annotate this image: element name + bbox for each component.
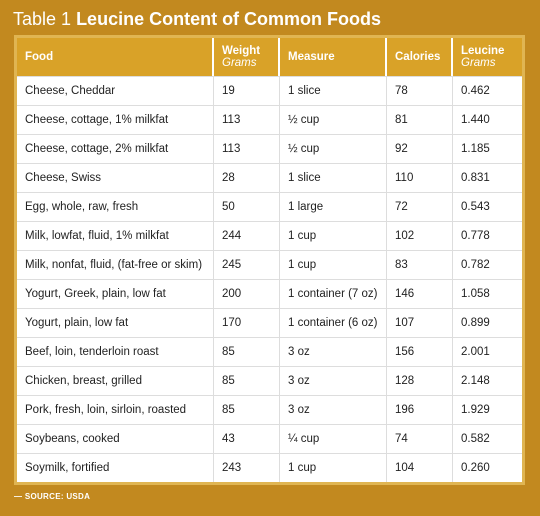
table-cell: Milk, lowfat, fluid, 1% milkfat bbox=[17, 221, 214, 250]
column-header-label: Leucine bbox=[461, 45, 505, 57]
table-cell: 0.899 bbox=[453, 308, 522, 337]
table-row bbox=[17, 192, 522, 221]
table-cell: 243 bbox=[214, 453, 280, 482]
table-cell: 19 bbox=[214, 76, 280, 105]
table-cell: ½ cup bbox=[280, 134, 387, 163]
leucine-table bbox=[14, 35, 525, 485]
table-cell: 110 bbox=[387, 163, 453, 192]
table-cell: 92 bbox=[387, 134, 453, 163]
table-cell: 0.462 bbox=[453, 76, 522, 105]
table-cell: 81 bbox=[387, 105, 453, 134]
table-cell: 1 container (7 oz) bbox=[280, 279, 387, 308]
table-row bbox=[17, 424, 522, 453]
table-header-row bbox=[17, 38, 522, 76]
table-cell: 244 bbox=[214, 221, 280, 250]
table-cell: 170 bbox=[214, 308, 280, 337]
table-cell: 0.831 bbox=[453, 163, 522, 192]
table-cell: Soymilk, fortified bbox=[17, 453, 214, 482]
table-row bbox=[17, 279, 522, 308]
column-header-label: Weight bbox=[222, 45, 261, 57]
table-cell: 0.260 bbox=[453, 453, 522, 482]
table-row bbox=[17, 163, 522, 192]
table-cell: Soybeans, cooked bbox=[17, 424, 214, 453]
table-cell: Yogurt, Greek, plain, low fat bbox=[17, 279, 214, 308]
table-cell: 85 bbox=[214, 366, 280, 395]
table-cell: 113 bbox=[214, 105, 280, 134]
table-cell: Cheese, Cheddar bbox=[17, 76, 214, 105]
column-header-label: Food bbox=[25, 51, 54, 63]
table-cell: Egg, whole, raw, fresh bbox=[17, 192, 214, 221]
table-row bbox=[17, 395, 522, 424]
table-cell: Cheese, cottage, 2% milkfat bbox=[17, 134, 214, 163]
table-cell: 3 oz bbox=[280, 366, 387, 395]
column-header-food bbox=[17, 38, 214, 76]
table-row bbox=[17, 76, 522, 105]
table-cell: 200 bbox=[214, 279, 280, 308]
table-cell: 85 bbox=[214, 395, 280, 424]
column-header-calories bbox=[387, 38, 453, 76]
column-header-leucine bbox=[453, 38, 522, 76]
table-number: Table 1 bbox=[13, 9, 72, 29]
table-cell: Cheese, Swiss bbox=[17, 163, 214, 192]
table-cell: 196 bbox=[387, 395, 453, 424]
table-cell: Pork, fresh, loin, sirloin, roasted bbox=[17, 395, 214, 424]
table-cell: 2.148 bbox=[453, 366, 522, 395]
column-header-unit: Grams bbox=[461, 57, 496, 69]
table-cell: Chicken, breast, grilled bbox=[17, 366, 214, 395]
table-cell: 1 large bbox=[280, 192, 387, 221]
table-cell: ¼ cup bbox=[280, 424, 387, 453]
table-row bbox=[17, 308, 522, 337]
table-title bbox=[13, 9, 381, 30]
table-cell: 50 bbox=[214, 192, 280, 221]
table-cell: Cheese, cottage, 1% milkfat bbox=[17, 105, 214, 134]
table-body bbox=[17, 76, 522, 482]
table-cell: 128 bbox=[387, 366, 453, 395]
table-row bbox=[17, 250, 522, 279]
table-cell: 43 bbox=[214, 424, 280, 453]
table-cell: 0.543 bbox=[453, 192, 522, 221]
table-cell: ½ cup bbox=[280, 105, 387, 134]
table-cell: 0.778 bbox=[453, 221, 522, 250]
table-cell: 72 bbox=[387, 192, 453, 221]
column-header-unit: Grams bbox=[222, 57, 257, 69]
table-cell: 107 bbox=[387, 308, 453, 337]
table-cell: 1 slice bbox=[280, 76, 387, 105]
table-row bbox=[17, 337, 522, 366]
table-row bbox=[17, 453, 522, 482]
table-cell: 2.001 bbox=[453, 337, 522, 366]
column-header-measure bbox=[280, 38, 387, 76]
column-header-label: Calories bbox=[395, 51, 441, 63]
table-cell: 104 bbox=[387, 453, 453, 482]
column-header-weight bbox=[214, 38, 280, 76]
table-cell: 1 container (6 oz) bbox=[280, 308, 387, 337]
table-cell: 3 oz bbox=[280, 337, 387, 366]
table-cell: 1 cup bbox=[280, 453, 387, 482]
table-row bbox=[17, 105, 522, 134]
table-row bbox=[17, 134, 522, 163]
table-cell: 245 bbox=[214, 250, 280, 279]
table-cell: 102 bbox=[387, 221, 453, 250]
table-cell: 1.058 bbox=[453, 279, 522, 308]
table-cell: 1.929 bbox=[453, 395, 522, 424]
table-cell: 1.440 bbox=[453, 105, 522, 134]
table-name: Leucine Content of Common Foods bbox=[76, 9, 382, 29]
table-cell: Yogurt, plain, low fat bbox=[17, 308, 214, 337]
table-cell: 156 bbox=[387, 337, 453, 366]
table-cell: 146 bbox=[387, 279, 453, 308]
table-cell: 78 bbox=[387, 76, 453, 105]
table-cell: 74 bbox=[387, 424, 453, 453]
table-cell: 28 bbox=[214, 163, 280, 192]
table-cell: Beef, loin, tenderloin roast bbox=[17, 337, 214, 366]
table-row bbox=[17, 366, 522, 395]
table-cell: 1.185 bbox=[453, 134, 522, 163]
source-note: — SOURCE: USDA bbox=[14, 492, 91, 501]
column-header-label: Measure bbox=[288, 51, 335, 63]
table-cell: 83 bbox=[387, 250, 453, 279]
table-cell: 1 cup bbox=[280, 221, 387, 250]
table-cell: 1 cup bbox=[280, 250, 387, 279]
table-cell: 0.782 bbox=[453, 250, 522, 279]
table-cell: 85 bbox=[214, 337, 280, 366]
table-cell: 0.582 bbox=[453, 424, 522, 453]
table-cell: 113 bbox=[214, 134, 280, 163]
table-cell: 3 oz bbox=[280, 395, 387, 424]
table-cell: 1 slice bbox=[280, 163, 387, 192]
table-row bbox=[17, 221, 522, 250]
table-cell: Milk, nonfat, fluid, (fat-free or skim) bbox=[17, 250, 214, 279]
